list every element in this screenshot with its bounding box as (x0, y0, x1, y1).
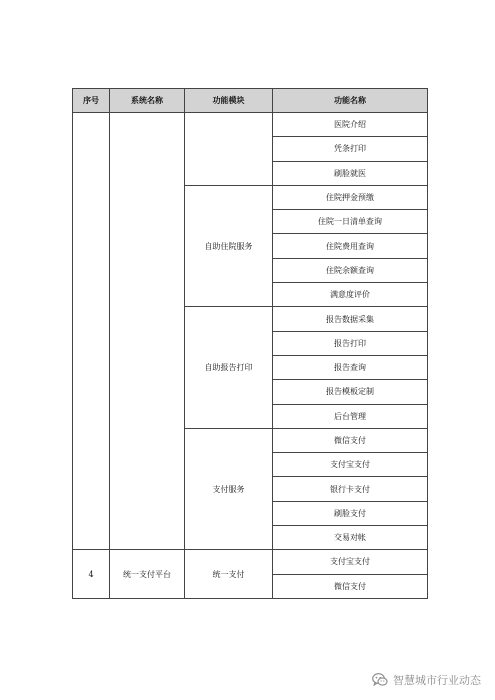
function-name-cell: 银行卡支付 (273, 477, 428, 501)
function-name-cell: 住院余额查询 (273, 258, 428, 282)
function-name-cell: 住院费用查询 (273, 234, 428, 258)
function-name-cell: 刷脸就医 (273, 161, 428, 185)
index-cell: 4 (73, 550, 110, 599)
header-index: 序号 (73, 89, 110, 113)
function-name-cell: 支付宝支付 (273, 550, 428, 574)
function-name-cell: 后台管理 (273, 404, 428, 428)
function-name-cell: 满意度评价 (273, 283, 428, 307)
function-name-cell: 刷脸支付 (273, 501, 428, 525)
table-row (73, 550, 428, 574)
function-name-cell: 支付宝支付 (273, 453, 428, 477)
function-name-cell: 住院一日清单查询 (273, 210, 428, 234)
table-body (73, 113, 428, 599)
watermark (372, 672, 481, 688)
wechat-icon (372, 673, 388, 687)
function-name-cell: 凭条打印 (273, 137, 428, 161)
module-cell: 自助住院服务 (185, 185, 273, 306)
table-row (73, 113, 428, 137)
module-cell: 自助报告打印 (185, 307, 273, 428)
index-cell (73, 113, 110, 550)
system-name-cell: 统一支付平台 (110, 550, 185, 599)
function-name-cell: 微信支付 (273, 574, 428, 598)
table-header-row (73, 89, 428, 113)
module-cell: 统一支付 (185, 550, 273, 599)
header-module: 功能模块 (185, 89, 273, 113)
function-table (72, 88, 428, 599)
header-system-name: 系统名称 (110, 89, 185, 113)
function-name-cell: 报告模板定制 (273, 380, 428, 404)
function-name-cell: 住院押金预缴 (273, 185, 428, 209)
module-cell: 支付服务 (185, 428, 273, 549)
function-name-cell: 报告打印 (273, 331, 428, 355)
system-name-cell (110, 113, 185, 550)
function-name-cell: 微信支付 (273, 428, 428, 452)
function-name-cell: 医院介绍 (273, 113, 428, 137)
module-cell (185, 113, 273, 186)
function-name-cell: 交易对帐 (273, 526, 428, 550)
function-name-cell: 报告查询 (273, 355, 428, 379)
watermark-text: 智慧城市行业动态 (393, 674, 481, 687)
header-function-name: 功能名称 (273, 89, 428, 113)
function-name-cell: 报告数据采集 (273, 307, 428, 331)
